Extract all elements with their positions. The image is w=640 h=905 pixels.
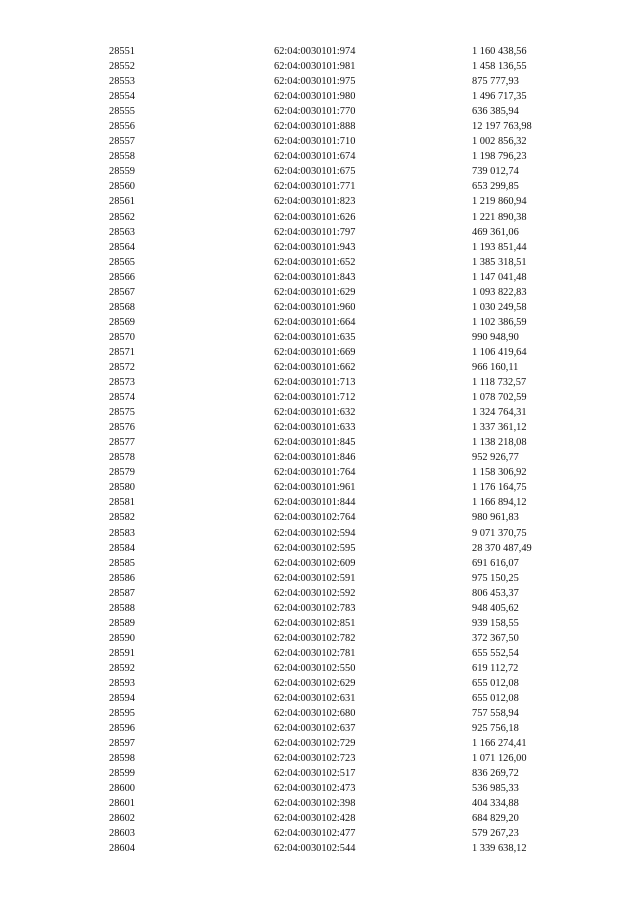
table-row bbox=[0, 676, 640, 691]
cadastral-value: 684 829,20 bbox=[472, 813, 519, 825]
table-row bbox=[0, 736, 640, 751]
table-row bbox=[0, 646, 640, 661]
cadastral-value: 1 106 419,64 bbox=[472, 346, 527, 358]
cadastral-value: 1 337 361,12 bbox=[472, 422, 527, 434]
row-number: 28586 bbox=[109, 572, 135, 584]
cadastral-value: 1 176 164,75 bbox=[472, 482, 527, 494]
row-number: 28567 bbox=[109, 286, 135, 298]
row-number: 28594 bbox=[109, 693, 135, 705]
cadastral-value: 966 160,11 bbox=[472, 361, 519, 373]
table-row bbox=[0, 240, 640, 255]
table-row bbox=[0, 796, 640, 811]
table-row bbox=[0, 661, 640, 676]
row-number: 28556 bbox=[109, 121, 135, 133]
cadastral-value: 739 012,74 bbox=[472, 166, 519, 178]
row-number: 28563 bbox=[109, 226, 135, 238]
cadastral-value: 1 198 796,23 bbox=[472, 151, 527, 163]
cadastral-value: 1 138 218,08 bbox=[472, 437, 527, 449]
table-row bbox=[0, 89, 640, 104]
cadastral-value: 1 093 822,83 bbox=[472, 286, 527, 298]
table-row bbox=[0, 179, 640, 194]
cadastral-number: 62:04:0030102:764 bbox=[274, 512, 356, 524]
cadastral-number: 62:04:0030101:764 bbox=[274, 467, 356, 479]
cadastral-number: 62:04:0030101:632 bbox=[274, 407, 356, 419]
row-number: 28562 bbox=[109, 211, 135, 223]
cadastral-number: 62:04:0030101:652 bbox=[274, 256, 356, 268]
cadastral-number: 62:04:0030101:980 bbox=[274, 91, 356, 103]
cadastral-number: 62:04:0030101:974 bbox=[274, 46, 356, 57]
table-row bbox=[0, 59, 640, 74]
row-number: 28601 bbox=[109, 798, 135, 810]
cadastral-value: 1 071 126,00 bbox=[472, 753, 527, 765]
cadastral-number: 62:04:0030102:595 bbox=[274, 542, 356, 554]
table-row bbox=[0, 571, 640, 586]
row-number: 28600 bbox=[109, 783, 135, 795]
table-row bbox=[0, 541, 640, 556]
cadastral-number: 62:04:0030102:591 bbox=[274, 572, 356, 584]
cadastral-value: 655 552,54 bbox=[472, 647, 519, 659]
cadastral-number: 62:04:0030101:629 bbox=[274, 286, 356, 298]
row-number: 28592 bbox=[109, 662, 135, 674]
row-number: 28564 bbox=[109, 241, 135, 253]
cadastral-value: 875 777,93 bbox=[472, 76, 519, 88]
row-number: 28576 bbox=[109, 422, 135, 434]
row-number: 28566 bbox=[109, 271, 135, 283]
cadastral-number: 62:04:0030101:823 bbox=[274, 196, 356, 208]
cadastral-value: 655 012,08 bbox=[472, 677, 519, 689]
row-number: 28553 bbox=[109, 76, 135, 88]
row-number: 28557 bbox=[109, 136, 135, 148]
table-row bbox=[0, 420, 640, 435]
table-row bbox=[0, 510, 640, 525]
cadastral-value: 1 221 890,38 bbox=[472, 211, 527, 223]
row-number: 28559 bbox=[109, 166, 135, 178]
cadastral-value: 980 961,83 bbox=[472, 512, 519, 524]
row-number: 28598 bbox=[109, 753, 135, 765]
table-row bbox=[0, 480, 640, 495]
cadastral-number: 62:04:0030101:712 bbox=[274, 392, 356, 404]
cadastral-number: 62:04:0030102:781 bbox=[274, 647, 356, 659]
table-row bbox=[0, 405, 640, 420]
cadastral-number: 62:04:0030101:975 bbox=[274, 76, 356, 88]
row-number: 28585 bbox=[109, 557, 135, 569]
row-number: 28579 bbox=[109, 467, 135, 479]
cadastral-value: 1 166 274,41 bbox=[472, 738, 527, 750]
cadastral-value: 939 158,55 bbox=[472, 617, 519, 629]
cadastral-value: 1 166 894,12 bbox=[472, 497, 527, 509]
row-number: 28574 bbox=[109, 392, 135, 404]
table-row bbox=[0, 119, 640, 134]
row-number: 28580 bbox=[109, 482, 135, 494]
table-row bbox=[0, 450, 640, 465]
cadastral-value: 836 269,72 bbox=[472, 768, 519, 780]
row-number: 28596 bbox=[109, 723, 135, 735]
table-row bbox=[0, 841, 640, 856]
table-row bbox=[0, 465, 640, 480]
row-number: 28572 bbox=[109, 361, 135, 373]
cadastral-value: 1 160 438,56 bbox=[472, 46, 527, 57]
cadastral-number: 62:04:0030102:592 bbox=[274, 587, 356, 599]
cadastral-value: 1 385 318,51 bbox=[472, 256, 527, 268]
cadastral-number: 62:04:0030101:797 bbox=[274, 226, 356, 238]
cadastral-number: 62:04:0030101:713 bbox=[274, 377, 356, 389]
cadastral-number: 62:04:0030102:637 bbox=[274, 723, 356, 735]
table-row bbox=[0, 586, 640, 601]
cadastral-number: 62:04:0030102:550 bbox=[274, 662, 356, 674]
row-number: 28561 bbox=[109, 196, 135, 208]
cadastral-number: 62:04:0030101:844 bbox=[274, 497, 356, 509]
cadastral-value: 9 071 370,75 bbox=[472, 527, 527, 539]
table-row bbox=[0, 375, 640, 390]
row-number: 28570 bbox=[109, 331, 135, 343]
row-number: 28571 bbox=[109, 346, 135, 358]
cadastral-value: 925 756,18 bbox=[472, 723, 519, 735]
table-row bbox=[0, 194, 640, 209]
cadastral-value: 1 496 717,35 bbox=[472, 91, 527, 103]
row-number: 28565 bbox=[109, 256, 135, 268]
cadastral-value-table bbox=[0, 44, 640, 857]
table-row bbox=[0, 631, 640, 646]
row-number: 28554 bbox=[109, 91, 135, 103]
cadastral-value: 404 334,88 bbox=[472, 798, 519, 810]
table-row bbox=[0, 225, 640, 240]
table-row bbox=[0, 74, 640, 89]
cadastral-value: 372 367,50 bbox=[472, 632, 519, 644]
row-number: 28590 bbox=[109, 632, 135, 644]
cadastral-number: 62:04:0030101:961 bbox=[274, 482, 356, 494]
cadastral-number: 62:04:0030102:477 bbox=[274, 828, 356, 840]
table-row bbox=[0, 104, 640, 119]
row-number: 28555 bbox=[109, 106, 135, 118]
row-number: 28604 bbox=[109, 843, 135, 855]
row-number: 28603 bbox=[109, 828, 135, 840]
cadastral-value: 1 002 856,32 bbox=[472, 136, 527, 148]
cadastral-number: 62:04:0030101:845 bbox=[274, 437, 356, 449]
cadastral-number: 62:04:0030101:675 bbox=[274, 166, 356, 178]
cadastral-number: 62:04:0030101:664 bbox=[274, 316, 356, 328]
table-row bbox=[0, 811, 640, 826]
cadastral-value: 1 102 386,59 bbox=[472, 316, 527, 328]
table-row bbox=[0, 781, 640, 796]
row-number: 28577 bbox=[109, 437, 135, 449]
cadastral-value: 948 405,62 bbox=[472, 602, 519, 614]
cadastral-value: 636 385,94 bbox=[472, 106, 519, 118]
table-row bbox=[0, 691, 640, 706]
cadastral-value: 1 078 702,59 bbox=[472, 392, 527, 404]
cadastral-value: 12 197 763,98 bbox=[472, 121, 532, 133]
table-row bbox=[0, 300, 640, 315]
table-row bbox=[0, 435, 640, 450]
cadastral-value: 469 361,06 bbox=[472, 226, 519, 238]
table-row bbox=[0, 210, 640, 225]
table-row bbox=[0, 766, 640, 781]
table-row bbox=[0, 390, 640, 405]
cadastral-number: 62:04:0030102:609 bbox=[274, 557, 356, 569]
cadastral-value: 1 030 249,58 bbox=[472, 301, 527, 313]
row-number: 28582 bbox=[109, 512, 135, 524]
cadastral-number: 62:04:0030101:960 bbox=[274, 301, 356, 313]
cadastral-value: 975 150,25 bbox=[472, 572, 519, 584]
cadastral-number: 62:04:0030101:635 bbox=[274, 331, 356, 343]
cadastral-number: 62:04:0030102:723 bbox=[274, 753, 356, 765]
row-number: 28593 bbox=[109, 677, 135, 689]
row-number: 28552 bbox=[109, 61, 135, 73]
table-row bbox=[0, 255, 640, 270]
cadastral-value: 655 012,08 bbox=[472, 693, 519, 705]
cadastral-value: 691 616,07 bbox=[472, 557, 519, 569]
cadastral-number: 62:04:0030101:674 bbox=[274, 151, 356, 163]
table-row bbox=[0, 601, 640, 616]
cadastral-value: 1 219 860,94 bbox=[472, 196, 527, 208]
row-number: 28558 bbox=[109, 151, 135, 163]
table-row bbox=[0, 706, 640, 721]
cadastral-value: 757 558,94 bbox=[472, 708, 519, 720]
cadastral-value: 1 118 732,57 bbox=[472, 377, 527, 389]
table-row bbox=[0, 751, 640, 766]
cadastral-number: 62:04:0030102:851 bbox=[274, 617, 356, 629]
row-number: 28551 bbox=[109, 46, 135, 57]
table-row bbox=[0, 270, 640, 285]
table-row bbox=[0, 164, 640, 179]
cadastral-number: 62:04:0030101:771 bbox=[274, 181, 356, 193]
row-number: 28581 bbox=[109, 497, 135, 509]
row-number: 28560 bbox=[109, 181, 135, 193]
cadastral-number: 62:04:0030101:662 bbox=[274, 361, 356, 373]
table-row bbox=[0, 345, 640, 360]
table-row bbox=[0, 149, 640, 164]
table-row bbox=[0, 526, 640, 541]
row-number: 28569 bbox=[109, 316, 135, 328]
table-row bbox=[0, 285, 640, 300]
table-row bbox=[0, 616, 640, 631]
cadastral-value: 806 453,37 bbox=[472, 587, 519, 599]
table-row bbox=[0, 360, 640, 375]
cadastral-value: 1 339 638,12 bbox=[472, 843, 527, 855]
cadastral-number: 62:04:0030101:843 bbox=[274, 271, 356, 283]
table-row bbox=[0, 330, 640, 345]
cadastral-number: 62:04:0030101:943 bbox=[274, 241, 356, 253]
row-number: 28573 bbox=[109, 377, 135, 389]
cadastral-number: 62:04:0030102:782 bbox=[274, 632, 356, 644]
cadastral-number: 62:04:0030102:398 bbox=[274, 798, 356, 810]
row-number: 28583 bbox=[109, 527, 135, 539]
cadastral-value: 1 193 851,44 bbox=[472, 241, 527, 253]
table-row bbox=[0, 826, 640, 841]
cadastral-number: 62:04:0030102:544 bbox=[274, 843, 356, 855]
cadastral-number: 62:04:0030102:594 bbox=[274, 527, 356, 539]
row-number: 28599 bbox=[109, 768, 135, 780]
cadastral-number: 62:04:0030102:680 bbox=[274, 708, 356, 720]
cadastral-value: 536 985,33 bbox=[472, 783, 519, 795]
cadastral-number: 62:04:0030102:473 bbox=[274, 783, 356, 795]
cadastral-value: 1 324 764,31 bbox=[472, 407, 527, 419]
cadastral-number: 62:04:0030101:633 bbox=[274, 422, 356, 434]
cadastral-number: 62:04:0030101:626 bbox=[274, 211, 356, 223]
table-row bbox=[0, 44, 640, 59]
table-row bbox=[0, 556, 640, 571]
row-number: 28602 bbox=[109, 813, 135, 825]
cadastral-number: 62:04:0030101:888 bbox=[274, 121, 356, 133]
row-number: 28568 bbox=[109, 301, 135, 313]
row-number: 28588 bbox=[109, 602, 135, 614]
cadastral-value: 952 926,77 bbox=[472, 452, 519, 464]
row-number: 28589 bbox=[109, 617, 135, 629]
table-row bbox=[0, 721, 640, 736]
cadastral-value: 990 948,90 bbox=[472, 331, 519, 343]
row-number: 28578 bbox=[109, 452, 135, 464]
cadastral-number: 62:04:0030101:770 bbox=[274, 106, 356, 118]
cadastral-value: 653 299,85 bbox=[472, 181, 519, 193]
cadastral-value: 1 147 041,48 bbox=[472, 271, 527, 283]
row-number: 28597 bbox=[109, 738, 135, 750]
row-number: 28575 bbox=[109, 407, 135, 419]
row-number: 28584 bbox=[109, 542, 135, 554]
cadastral-number: 62:04:0030101:981 bbox=[274, 61, 356, 73]
cadastral-number: 62:04:0030102:428 bbox=[274, 813, 356, 825]
cadastral-number: 62:04:0030101:710 bbox=[274, 136, 356, 148]
cadastral-value: 1 158 306,92 bbox=[472, 467, 527, 479]
table-row bbox=[0, 315, 640, 330]
cadastral-value: 579 267,23 bbox=[472, 828, 519, 840]
row-number: 28591 bbox=[109, 647, 135, 659]
cadastral-number: 62:04:0030101:846 bbox=[274, 452, 356, 464]
cadastral-value: 1 458 136,55 bbox=[472, 61, 527, 73]
cadastral-number: 62:04:0030101:669 bbox=[274, 346, 356, 358]
cadastral-number: 62:04:0030102:631 bbox=[274, 693, 356, 705]
cadastral-number: 62:04:0030102:517 bbox=[274, 768, 356, 780]
row-number: 28587 bbox=[109, 587, 135, 599]
cadastral-value: 28 370 487,49 bbox=[472, 542, 532, 554]
cadastral-number: 62:04:0030102:629 bbox=[274, 677, 356, 689]
cadastral-value: 619 112,72 bbox=[472, 662, 519, 674]
table-row bbox=[0, 134, 640, 149]
cadastral-number: 62:04:0030102:729 bbox=[274, 738, 356, 750]
table-row bbox=[0, 495, 640, 510]
row-number: 28595 bbox=[109, 708, 135, 720]
cadastral-number: 62:04:0030102:783 bbox=[274, 602, 356, 614]
